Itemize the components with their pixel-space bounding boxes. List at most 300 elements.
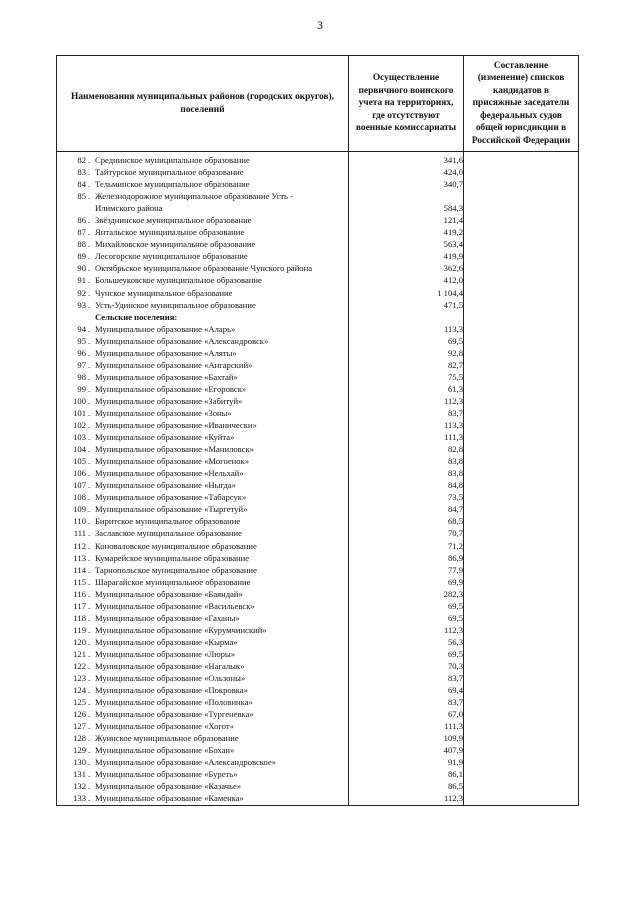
- row-number: 125: [73, 697, 86, 708]
- row-number-dot: .: [88, 504, 91, 515]
- row-number-dot: .: [88, 793, 91, 804]
- military-registration-value: 424,0: [349, 166, 464, 178]
- row-number: 118: [73, 612, 86, 623]
- row-number: 84: [77, 179, 86, 190]
- municipality-cell: [57, 636, 349, 648]
- row-number-dot: .: [88, 588, 91, 599]
- jury-lists-value: [464, 335, 579, 347]
- municipality-cell: [57, 540, 349, 552]
- row-number-dot: .: [88, 528, 91, 539]
- row-number-dot: .: [88, 492, 91, 503]
- row-number-dot: .: [88, 480, 91, 491]
- military-registration-value: 61,3: [349, 383, 464, 395]
- municipality-name: Муниципальное образование «Могоенок»: [95, 456, 250, 467]
- municipality-name: Муниципальное образование «Буреть»: [95, 769, 238, 780]
- jury-lists-value: [464, 371, 579, 383]
- row-number: 101: [73, 407, 86, 418]
- row-number: 93: [77, 299, 86, 310]
- table-row: [57, 503, 579, 515]
- military-registration-value: 82,7: [349, 359, 464, 371]
- row-number: 88: [77, 239, 86, 250]
- row-number: 96: [77, 347, 86, 358]
- military-registration-value: 112,3: [349, 792, 464, 805]
- municipality-cell: [57, 347, 349, 359]
- municipality-cell: [57, 564, 349, 576]
- municipality-cell: [57, 371, 349, 383]
- military-registration-value: 471,5: [349, 299, 464, 311]
- row-number: 102: [73, 420, 86, 431]
- municipality-cell: [57, 672, 349, 684]
- military-registration-value: 341,6: [349, 152, 464, 167]
- military-registration-value: 111,3: [349, 431, 464, 443]
- row-number: 129: [73, 745, 86, 756]
- military-registration-value: 69,5: [349, 335, 464, 347]
- row-number: 90: [77, 263, 86, 274]
- table-row: [57, 431, 579, 443]
- row-number: 106: [73, 468, 86, 479]
- jury-lists-value: [464, 383, 579, 395]
- municipality-name: Михайловское муниципальное образование: [95, 239, 256, 250]
- row-number-dot: .: [88, 275, 91, 286]
- municipality-name: Кумарейское муниципальное образование: [95, 552, 250, 563]
- jury-lists-value: [464, 214, 579, 226]
- military-registration-value: 73,5: [349, 491, 464, 503]
- municipality-name: Муниципальное образование «Покровка»: [95, 685, 248, 696]
- military-registration-value: 419,9: [349, 250, 464, 262]
- military-registration-value: 77,9: [349, 564, 464, 576]
- municipality-cell: [57, 660, 349, 672]
- military-registration-value: 340,7: [349, 178, 464, 190]
- jury-lists-value: [464, 274, 579, 286]
- military-registration-value: 82,8: [349, 443, 464, 455]
- row-number: 82: [77, 155, 86, 165]
- jury-lists-value: [464, 250, 579, 262]
- row-number: 119: [73, 624, 86, 635]
- municipality-name: Октябрьское муниципальное образование Чунского района: [95, 263, 313, 274]
- jury-lists-value: [464, 684, 579, 696]
- municipality-cell: [57, 299, 349, 311]
- municipality-name: Муниципальное образование «Зоны»: [95, 407, 232, 418]
- row-number-dot: .: [88, 191, 91, 202]
- row-number: 109: [73, 504, 86, 515]
- jury-lists-value: [464, 708, 579, 720]
- row-number-dot: .: [88, 733, 91, 744]
- table-row: [57, 274, 579, 286]
- jury-lists-value: [464, 576, 579, 588]
- municipality-name: Муниципальное образование «Бахтай»: [95, 371, 238, 382]
- table-row: [57, 250, 579, 262]
- jury-lists-value: [464, 455, 579, 467]
- table-row: [57, 479, 579, 491]
- table-row: [57, 395, 579, 407]
- table-row: [57, 624, 579, 636]
- section-row: [57, 311, 579, 323]
- row-number: 92: [77, 287, 86, 298]
- row-number: 108: [73, 492, 86, 503]
- jury-lists-value: [464, 600, 579, 612]
- jury-lists-value: [464, 178, 579, 190]
- row-number-dot: .: [88, 227, 91, 238]
- row-number-dot: .: [88, 745, 91, 756]
- municipality-cell: [57, 323, 349, 335]
- row-number: 83: [77, 167, 86, 178]
- municipality-name: Звёзднинское муниципальное образование: [95, 215, 252, 226]
- military-registration-value: 112,3: [349, 395, 464, 407]
- municipality-name: Муниципальное образование «Баяндай»: [95, 588, 243, 599]
- municipality-name: Коноваловское муниципальное образование: [95, 540, 257, 551]
- jury-lists-value: [464, 780, 579, 792]
- municipality-name: Муниципальное образование «Курумчинский»: [95, 624, 267, 635]
- municipality-cell: [57, 491, 349, 503]
- table-row: [57, 720, 579, 732]
- municipality-cell: [57, 576, 349, 588]
- row-number-dot: .: [88, 648, 91, 659]
- municipality-cell: [57, 467, 349, 479]
- table-row: [57, 564, 579, 576]
- jury-lists-value: [464, 347, 579, 359]
- table-row: [57, 636, 579, 648]
- table-row: [57, 152, 579, 167]
- row-number: 128: [73, 733, 86, 744]
- municipality-cell: [57, 684, 349, 696]
- military-registration-value: 83,8: [349, 455, 464, 467]
- table-row: [57, 455, 579, 467]
- municipality-cell: [57, 287, 349, 299]
- row-number: 104: [73, 444, 86, 455]
- jury-lists-value: [464, 431, 579, 443]
- table-row: [57, 744, 579, 756]
- military-registration-value: 584,3: [349, 190, 464, 214]
- municipality-cell: [57, 166, 349, 178]
- table-row: [57, 540, 579, 552]
- table-row: [57, 238, 579, 250]
- municipality-cell: [57, 407, 349, 419]
- municipality-cell: [57, 792, 349, 805]
- military-registration-value: 83,7: [349, 696, 464, 708]
- row-number-dot: .: [88, 239, 91, 250]
- military-registration-value: 92,8: [349, 347, 464, 359]
- row-number-dot: .: [88, 155, 91, 165]
- table-row: [57, 732, 579, 744]
- municipality-cell: [57, 624, 349, 636]
- row-number: 131: [73, 769, 86, 780]
- jury-lists-value: [464, 648, 579, 660]
- jury-lists-value: [464, 226, 579, 238]
- municipality-cell: [57, 708, 349, 720]
- military-registration-value: 69,5: [349, 612, 464, 624]
- municipality-name: Муниципальное образование «Маниловск»: [95, 444, 254, 455]
- row-number-dot: .: [88, 564, 91, 575]
- jury-lists-value: [464, 419, 579, 431]
- municipality-cell: [57, 419, 349, 431]
- military-registration-value: 362,6: [349, 262, 464, 274]
- row-number: 130: [73, 757, 86, 768]
- header-military-registration: Осуществление первичного воинского учета на территориях, где отсутствуют военные комиссариаты: [349, 56, 464, 152]
- row-number: 117: [73, 600, 86, 611]
- row-number-dot: .: [88, 540, 91, 551]
- row-number: 110: [73, 516, 86, 527]
- table-row: [57, 552, 579, 564]
- jury-lists-value: [464, 732, 579, 744]
- municipality-name: Муниципальное образование «Люры»: [95, 648, 236, 659]
- military-registration-value: 86,5: [349, 780, 464, 792]
- municipality-name: Муниципальное образование «Ныгда»: [95, 480, 236, 491]
- municipality-name-continuation: Илимского района: [95, 203, 163, 214]
- row-number: 122: [73, 660, 86, 671]
- row-number: 116: [73, 588, 86, 599]
- row-number-dot: .: [88, 600, 91, 611]
- row-number: 105: [73, 456, 86, 467]
- section-heading: Сельские поселения:: [95, 311, 178, 322]
- jury-lists-value: [464, 443, 579, 455]
- military-registration-value: 419,2: [349, 226, 464, 238]
- page-number: 3: [317, 18, 323, 32]
- row-number-dot: .: [88, 420, 91, 431]
- table-row: [57, 323, 579, 335]
- municipality-name: Муниципальное образование «Гаханы»: [95, 612, 240, 623]
- municipality-cell: [57, 359, 349, 371]
- military-registration-value: 83,7: [349, 672, 464, 684]
- municipality-name: Янтальское муниципальное образование: [95, 227, 245, 238]
- municipality-name: Муниципальное образование «Иванически»: [95, 420, 257, 431]
- municipality-name: Муниципальное образование «Половинка»: [95, 697, 253, 708]
- jury-lists-value: [464, 299, 579, 311]
- military-registration-value: 68,5: [349, 515, 464, 527]
- table-row: [57, 600, 579, 612]
- row-number: 100: [73, 395, 86, 406]
- table-row: [57, 780, 579, 792]
- military-registration-value: 563,4: [349, 238, 464, 250]
- row-number-dot: .: [88, 287, 91, 298]
- jury-lists-value: [464, 407, 579, 419]
- row-number: 94: [77, 323, 86, 334]
- jury-lists-value: [464, 756, 579, 768]
- table-row: [57, 287, 579, 299]
- municipality-cell: [57, 552, 349, 564]
- municipality-cell: [57, 648, 349, 660]
- military-registration-value: 69,5: [349, 600, 464, 612]
- row-number: 126: [73, 709, 86, 720]
- table-row: [57, 359, 579, 371]
- military-registration-value: 121,4: [349, 214, 464, 226]
- military-registration-value: 282,3: [349, 588, 464, 600]
- military-registration-value: 69,4: [349, 684, 464, 696]
- row-number-dot: .: [88, 432, 91, 443]
- jury-lists-value: [464, 359, 579, 371]
- table-row: [57, 660, 579, 672]
- table-row: [57, 299, 579, 311]
- jury-lists-value: [464, 467, 579, 479]
- military-registration-value: 83,8: [349, 467, 464, 479]
- municipality-name: Лесогорское муниципальное образование: [95, 251, 248, 262]
- row-number: 132: [73, 781, 86, 792]
- row-number-dot: .: [88, 769, 91, 780]
- municipality-cell: [57, 226, 349, 238]
- jury-lists-value: [464, 190, 579, 214]
- table-row: [57, 190, 579, 214]
- municipality-name: Муниципальное образование «Кырма»: [95, 636, 238, 647]
- jury-lists-value: [464, 696, 579, 708]
- military-registration-value: 71,2: [349, 540, 464, 552]
- municipality-name: Муниципальное образование «Аларь»: [95, 323, 236, 334]
- row-number: 98: [77, 371, 86, 382]
- municipality-cell: [57, 720, 349, 732]
- row-number: 97: [77, 359, 86, 370]
- military-registration-value: 75,5: [349, 371, 464, 383]
- jury-lists-value: [464, 395, 579, 407]
- table-row: [57, 792, 579, 805]
- military-registration-value: 1 104,4: [349, 287, 464, 299]
- table-row: [57, 443, 579, 455]
- row-number-dot: .: [88, 576, 91, 587]
- row-number: 103: [73, 432, 86, 443]
- municipality-cell: [57, 395, 349, 407]
- row-number: 123: [73, 673, 86, 684]
- jury-lists-value: [464, 540, 579, 552]
- jury-lists-value: [464, 287, 579, 299]
- table-row: [57, 226, 579, 238]
- municipality-name: Большеуковское муниципальное образование: [95, 275, 262, 286]
- municipality-name: Муниципальное образование «Нагалык»: [95, 660, 245, 671]
- row-number-dot: .: [88, 624, 91, 635]
- jury-lists-value: [464, 491, 579, 503]
- municipality-cell: [57, 600, 349, 612]
- municipality-name: Муниципальное образование «Тургеневка»: [95, 709, 254, 720]
- military-registration-value: 113,3: [349, 323, 464, 335]
- row-number: 87: [77, 227, 86, 238]
- row-number: 112: [73, 540, 86, 551]
- row-number: 115: [73, 576, 86, 587]
- row-number-dot: .: [88, 323, 91, 334]
- municipality-name: Тарнопольское муниципальное образование: [95, 564, 257, 575]
- municipality-cell: [57, 732, 349, 744]
- row-number-dot: .: [88, 781, 91, 792]
- row-number-dot: .: [88, 709, 91, 720]
- jury-lists-value: [464, 311, 579, 323]
- row-number: 127: [73, 721, 86, 732]
- municipality-name: Жуинское муниципальное образование: [95, 733, 239, 744]
- jury-lists-value: [464, 636, 579, 648]
- table-row: [57, 214, 579, 226]
- table-row: [57, 335, 579, 347]
- military-registration-value: 113,3: [349, 419, 464, 431]
- row-number-dot: .: [88, 347, 91, 358]
- jury-lists-value: [464, 527, 579, 539]
- jury-lists-value: [464, 262, 579, 274]
- military-registration-value: 407,9: [349, 744, 464, 756]
- jury-lists-value: [464, 624, 579, 636]
- row-number-dot: .: [88, 383, 91, 394]
- table-body: [57, 152, 579, 806]
- military-registration-value: 56,3: [349, 636, 464, 648]
- municipality-cell: [57, 696, 349, 708]
- municipality-name: Муниципальное образование «Хогот»: [95, 721, 234, 732]
- military-registration-value: 84,8: [349, 479, 464, 491]
- row-number: 120: [73, 636, 86, 647]
- row-number: 86: [77, 215, 86, 226]
- municipality-cell: [57, 274, 349, 286]
- jury-lists-value: [464, 792, 579, 805]
- municipality-cell: [57, 250, 349, 262]
- municipality-name: Муниципальное образование «Ользоны»: [95, 673, 246, 684]
- military-registration-value: 69,5: [349, 648, 464, 660]
- table-row: [57, 672, 579, 684]
- row-number-dot: .: [88, 263, 91, 274]
- row-number-dot: .: [88, 371, 91, 382]
- municipality-cell: [57, 744, 349, 756]
- municipality-name: Муниципальное образование «Васильевск»: [95, 600, 255, 611]
- municipality-cell: [57, 238, 349, 250]
- row-number-dot: .: [88, 685, 91, 696]
- municipality-cell: [57, 178, 349, 190]
- municipality-name: Тайтурское муниципальное образование: [95, 167, 244, 178]
- municipality-cell: [57, 443, 349, 455]
- jury-lists-value: [464, 515, 579, 527]
- municipality-name: Муниципальное образование «Каменка»: [95, 793, 244, 804]
- jury-lists-value: [464, 479, 579, 491]
- military-registration-value: 83,7: [349, 407, 464, 419]
- table-header: [57, 56, 579, 152]
- military-registration-value: [349, 311, 464, 323]
- table-row: [57, 371, 579, 383]
- jury-lists-value: [464, 238, 579, 250]
- municipality-cell: [57, 262, 349, 274]
- row-number-dot: .: [88, 673, 91, 684]
- row-number-dot: .: [88, 468, 91, 479]
- municipality-cell: [57, 479, 349, 491]
- municipality-cell: [57, 503, 349, 515]
- table-row: [57, 467, 579, 479]
- municipality-name: Муниципальное образование «Аляты»: [95, 347, 237, 358]
- table-row: [57, 588, 579, 600]
- table-row: [57, 648, 579, 660]
- jury-lists-value: [464, 503, 579, 515]
- military-registration-value: 412,0: [349, 274, 464, 286]
- municipality-cell: [57, 152, 349, 167]
- municipality-name: Муниципальное образование «Александровск»: [95, 335, 269, 346]
- table-row: [57, 768, 579, 780]
- municipality-cell: [57, 455, 349, 467]
- table-row: [57, 576, 579, 588]
- table-row: [57, 527, 579, 539]
- table-row: [57, 696, 579, 708]
- row-number: 85: [77, 191, 86, 202]
- row-number: 133: [73, 793, 86, 804]
- municipality-cell: [57, 756, 349, 768]
- table-row: [57, 612, 579, 624]
- municipality-name: Муниципальное образование «Александровское»: [95, 757, 277, 768]
- municipality-cell: [57, 612, 349, 624]
- jury-lists-value: [464, 564, 579, 576]
- military-registration-value: 109,9: [349, 732, 464, 744]
- jury-lists-value: [464, 660, 579, 672]
- municipality-name: Муниципальное образование «Табарсук»: [95, 492, 247, 503]
- municipality-name: Муниципальное образование «Казачье»: [95, 781, 242, 792]
- jury-lists-value: [464, 672, 579, 684]
- table-row: [57, 756, 579, 768]
- military-registration-value: 67,0: [349, 708, 464, 720]
- municipality-name: Биритское муниципальное образование: [95, 516, 241, 527]
- table-row: [57, 347, 579, 359]
- municipality-name: Муниципальное образование «Куйта»: [95, 432, 235, 443]
- row-number-dot: .: [88, 395, 91, 406]
- municipality-cell: [57, 768, 349, 780]
- municipality-name: Муниципальное образование «Тыргетуй»: [95, 504, 248, 515]
- row-number: 113: [73, 552, 86, 563]
- row-number: 114: [73, 564, 86, 575]
- military-registration-value: 86,9: [349, 552, 464, 564]
- row-number: 111: [73, 528, 86, 539]
